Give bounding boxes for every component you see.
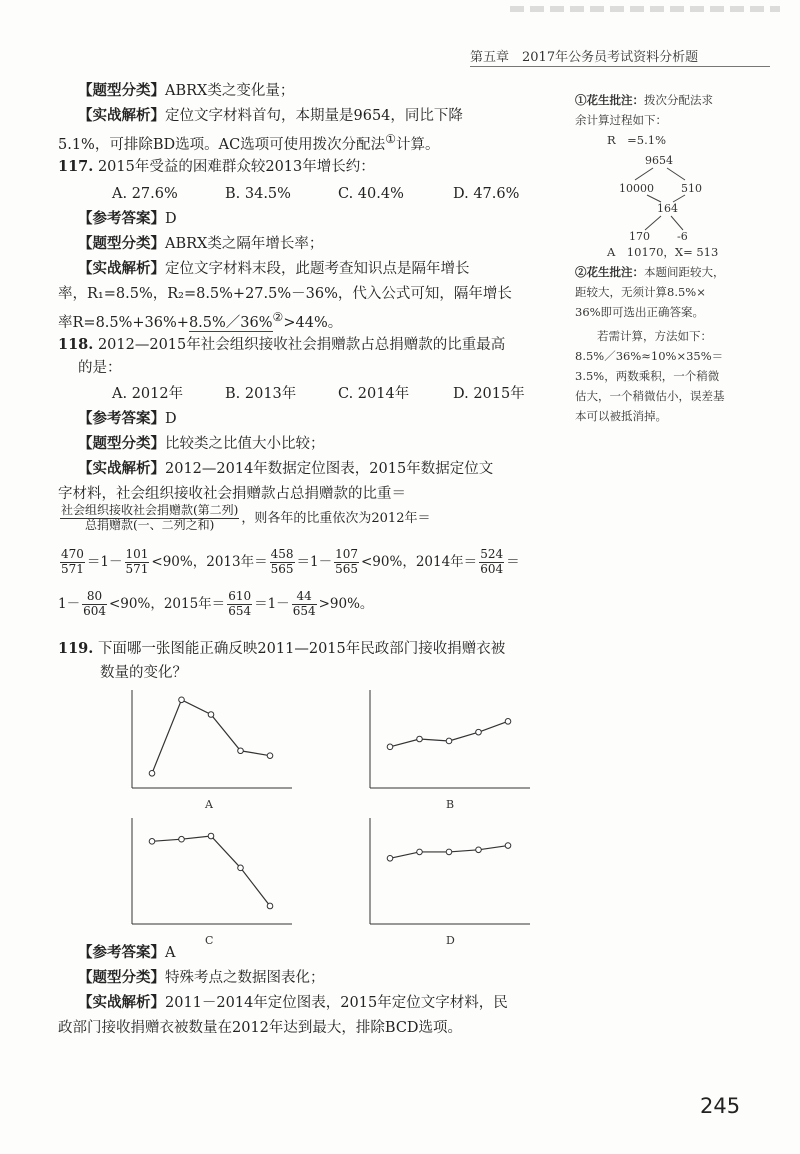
q119-stem-line2: 数量的变化？	[100, 665, 187, 681]
note2-line1	[575, 262, 725, 282]
answer-value: D	[165, 211, 177, 227]
chart-a-point-2011	[149, 771, 155, 777]
type-text: 特殊考点之数据图表化；	[165, 970, 325, 986]
fraction-numerator: 470	[61, 547, 84, 561]
tree-top-label: R =5.1%	[607, 133, 667, 147]
question-number: 117.	[58, 158, 94, 175]
fraction-denominator: 总捐赠款(一、二列之和)	[85, 517, 215, 532]
tree-edge	[671, 216, 683, 230]
analysis-text: 率R=8.5%+36%+	[58, 314, 189, 331]
fraction-denominator: 604	[83, 603, 106, 618]
type-tag: 【题型分类】	[78, 969, 165, 986]
q118-option-d: D. 2015年	[453, 386, 525, 402]
question-number: 119.	[58, 640, 94, 657]
tree-node: 10000	[619, 182, 654, 195]
question-stem: 2015年受益的困难群众较2013年增长约：	[97, 159, 375, 175]
calc-text: <90%，2014年＝	[361, 553, 478, 570]
analysis-text: 定位文字材料末段，此题考查知识点是隔年增长	[165, 261, 470, 277]
q118-option-a: A. 2012年	[112, 386, 184, 402]
type-tag: 【题型分类】	[78, 435, 165, 452]
note1-tag: ①花生批注：	[575, 93, 644, 107]
tree-node: 164	[657, 202, 678, 215]
analysis-text: 2011－2014年定位图表，2015年定位文字材料，民	[165, 995, 508, 1011]
chart-b-label: B	[446, 798, 455, 811]
analysis-text: 定位文字材料首句，本期量是9654，同比下降	[165, 108, 463, 124]
fraction-numerator: 107	[335, 547, 358, 561]
fraction-denominator: 565	[335, 561, 358, 576]
fraction-numerator: 610	[228, 589, 252, 603]
note2-line8: 本可以被抵消掉。	[575, 409, 667, 423]
chart-d-point-2012	[417, 849, 423, 855]
calc-text: 1－	[58, 595, 81, 612]
tree-edge	[645, 216, 661, 230]
fraction-numerator: 44	[292, 590, 317, 605]
note-text: 拨次分配法求	[644, 93, 713, 107]
q118-analysis-line2: 字材料，社会组织接收社会捐赠款占总捐赠款的比重＝	[58, 486, 406, 502]
note2-tag: ②花生批注：	[575, 265, 644, 279]
tree-node: -6	[677, 230, 688, 243]
q117-analysis-line2: 率，R₁=8.5%，R₂=8.5%+27.5%－36%，代入公式可知，隔年增长	[58, 286, 512, 302]
analysis-text: 计算。	[396, 136, 440, 153]
note2-line5: 8.5%／36%≈10%×35%＝	[575, 349, 724, 363]
chart-c-series-line	[152, 836, 270, 906]
calc-text: ＝1－	[296, 553, 333, 570]
type-text: ABRX类之隔年增长率；	[165, 236, 324, 252]
q118-stem-line2: 的是：	[78, 360, 122, 376]
calc-text: <90%，2015年＝	[109, 595, 226, 612]
q117-option-c: C. 40.4%	[338, 186, 404, 202]
chart-c-label: C	[205, 934, 214, 947]
fraction-denominator: 654	[292, 603, 316, 618]
analysis-text: 2012—2014年数据定位图表，2015年数据定位文	[165, 461, 494, 477]
note2-line2: 距较大，无须计算8.5%×	[575, 285, 706, 299]
question-stem: 2012—2015年社会组织接收社会捐赠款占总捐赠款的比重最高	[97, 337, 506, 353]
chart-d-point-2013	[446, 849, 452, 855]
note1-line2: 余计算过程如下：	[575, 113, 667, 127]
type-tag: 【题型分类】	[78, 82, 165, 99]
answer-value: A	[165, 945, 176, 961]
analysis-text: ，则各年的比重依次为2012年＝	[241, 510, 431, 526]
tree-edge	[667, 168, 685, 180]
tree-node: 170	[629, 230, 650, 243]
analysis-tag: 【实战解析】	[78, 460, 165, 477]
tree-node: 510	[681, 182, 702, 195]
footnote-mark: ①	[385, 132, 397, 146]
chart-b-point-2011	[387, 744, 393, 750]
analysis-tag: 【实战解析】	[78, 107, 165, 124]
type-tag: 【题型分类】	[78, 235, 165, 252]
tree-edge	[673, 195, 685, 202]
fraction-numerator: 524	[480, 547, 504, 561]
chart-b-point-2013	[446, 738, 452, 744]
answer-tag: 【参考答案】	[78, 944, 165, 961]
fraction-denominator: 654	[228, 603, 252, 618]
calc-text: ＝	[506, 553, 520, 570]
q118-option-c: C. 2014年	[338, 386, 410, 402]
footnote-mark: ②	[272, 310, 284, 324]
q119-analysis-line2: 政部门接收捐赠衣被数量在2012年达到最大，排除BCD选项。	[58, 1020, 463, 1036]
q117-option-a: A. 27.6%	[112, 186, 178, 202]
q118-option-b: B. 2013年	[225, 386, 297, 402]
type-text: ABRX类之变化量；	[165, 83, 295, 99]
note-text: 本题间距较大，	[644, 265, 725, 279]
tree-edge	[647, 195, 661, 202]
analysis-tag: 【实战解析】	[78, 994, 165, 1011]
q117-option-d: D. 47.6%	[453, 186, 520, 202]
chart-b-point-2012	[417, 736, 423, 742]
calc-text: >90%。	[318, 595, 374, 612]
q117-option-b: B. 34.5%	[225, 186, 291, 202]
answer-value: D	[165, 411, 177, 427]
note2-line7: 估大，一个稍微估小，误差基	[575, 389, 725, 403]
sidebar-notes	[575, 0, 765, 1154]
analysis-text: 5.1%，可排除BD选项。AC选项可使用拨次分配法	[58, 136, 386, 153]
running-header: 第五章 2017年公务员考试资料分析题	[470, 50, 699, 65]
fraction-denominator: 565	[270, 561, 294, 576]
calc-text: ＝1－	[254, 595, 290, 612]
chart-c-point-2013	[208, 833, 214, 839]
fraction-numerator: 社会组织接收社会捐赠款(第二列)	[61, 503, 239, 517]
chart-a-point-2012	[179, 697, 185, 703]
note2-line4: 若需计算，方法如下：	[597, 329, 712, 343]
underlined-expression: 8.5%／36%	[188, 314, 273, 331]
fraction-numerator: 80	[82, 590, 107, 605]
question-stem: 下面哪一张图能正确反映2011—2015年民政部门接收捐赠衣被	[97, 641, 506, 657]
fraction-denominator: 571	[125, 561, 149, 576]
tree-root: 9654	[645, 154, 673, 167]
chart-b-point-2014	[476, 729, 482, 735]
type-text: 比较类之比值大小比较；	[165, 436, 325, 452]
fraction-numerator: 458	[270, 547, 294, 561]
chart-d-label: D	[446, 934, 455, 947]
tree-result: A 10170，X= 513	[607, 245, 719, 259]
calc-text: <90%，2013年＝	[151, 553, 268, 570]
chart-b-point-2015	[505, 719, 511, 725]
chart-a-point-2013	[208, 712, 214, 718]
page-number: 245	[700, 1094, 741, 1118]
note1-line1	[575, 90, 713, 110]
answer-tag: 【参考答案】	[78, 410, 165, 427]
fraction-numerator: 101	[125, 547, 149, 561]
chart-c-point-2014	[238, 865, 244, 871]
answer-tag: 【参考答案】	[78, 210, 165, 227]
chart-d-point-2015	[505, 843, 511, 849]
chart-a-label: A	[205, 798, 213, 811]
chart-c-point-2012	[179, 836, 185, 842]
chart-d-point-2011	[387, 855, 393, 861]
tree-edge	[635, 168, 653, 180]
analysis-tag: 【实战解析】	[78, 260, 165, 277]
chart-d-point-2014	[476, 847, 482, 853]
note2-line3: 36%即可选出正确答案。	[575, 305, 705, 319]
analysis-text: >44%。	[283, 314, 343, 331]
question-number: 118.	[58, 336, 94, 353]
chart-a-series-line	[152, 700, 270, 774]
chart-c-point-2015	[267, 903, 273, 909]
chart-a-point-2015	[267, 753, 273, 759]
note2-line6: 3.5%，两数乘积，一个稍微	[575, 369, 720, 383]
calc-text: ＝1－	[86, 553, 123, 570]
fraction-denominator: 571	[61, 561, 84, 576]
fraction-denominator: 604	[480, 561, 504, 576]
chart-a-point-2014	[238, 748, 244, 754]
chart-c-point-2011	[149, 839, 155, 845]
